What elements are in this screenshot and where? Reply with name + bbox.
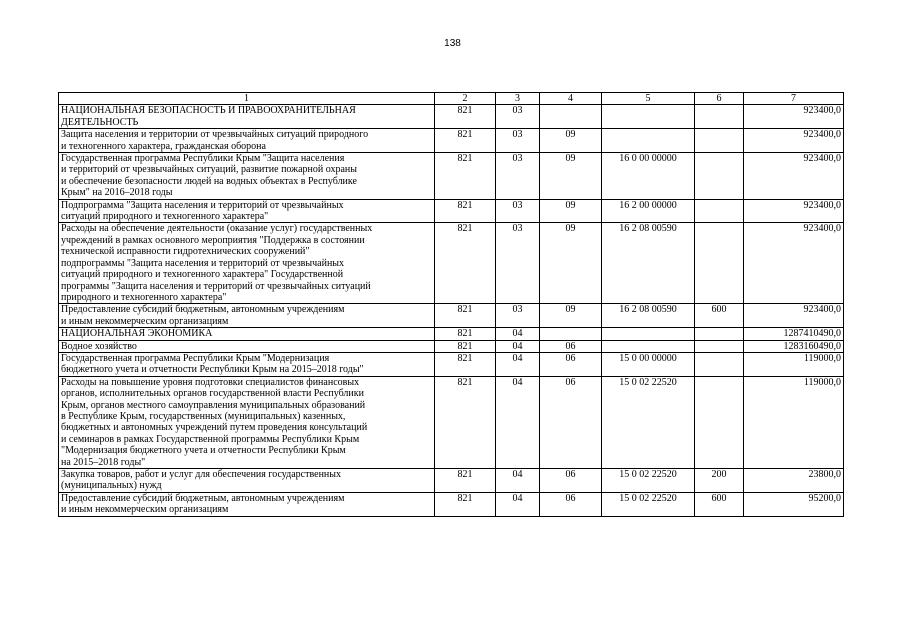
target-article-code bbox=[602, 105, 695, 129]
column-header: 3 bbox=[496, 93, 540, 105]
row-description: Государственная программа Республики Крым "Модернизация бюджетного учета и отчетности Республики Крым на 2015–2018 годы" bbox=[59, 352, 435, 376]
expense-type-code bbox=[695, 223, 744, 304]
subsection-code: 09 bbox=[540, 304, 602, 328]
row-description: Подпрограмма "Защита населения и территорий от чрезвычайных ситуаций природного и техногенного характера" bbox=[59, 199, 435, 223]
table-row bbox=[59, 340, 844, 352]
target-article-code: 16 2 08 00590 bbox=[602, 304, 695, 328]
table-row bbox=[59, 105, 844, 129]
target-article-code: 16 2 00 00000 bbox=[602, 199, 695, 223]
row-description: Государственная программа Республики Крым "Защита населения и территорий от чрезвычайных ситуаций, развитие пожарной охраны и обеспечение безопасности людей на водных объектах в Республике Крым" на 2016–2018 годы bbox=[59, 153, 435, 200]
section-code: 821 bbox=[435, 340, 496, 352]
target-article-code: 16 2 08 00590 bbox=[602, 223, 695, 304]
row-description: Защита населения и территории от чрезвычайных ситуаций природного и техногенного характера, гражданская оборона bbox=[59, 129, 435, 153]
column-header: 2 bbox=[435, 93, 496, 105]
section-code: 821 bbox=[435, 105, 496, 129]
expense-type-code bbox=[695, 352, 744, 376]
table-row bbox=[59, 223, 844, 304]
table-row bbox=[59, 376, 844, 468]
row-description: Расходы на повышение уровня подготовки специалистов финансовых органов, исполнительных органов государственной власти Республики Крым, органов местного самоуправления муниципальных образований в Республике Крым, государственных (муниципальных) казенных, бюджетных и автономных учреждений путем проведения консультаций и семинаров в рамках Государственной программы Республики Крым "Модернизация бюджетного учета и отчетности Республики Крым на 2015–2018 годы" bbox=[59, 376, 435, 468]
subsection-code: 06 bbox=[540, 492, 602, 516]
target-article-code bbox=[602, 340, 695, 352]
expense-type-code bbox=[695, 105, 744, 129]
expense-type-code: 600 bbox=[695, 492, 744, 516]
section-code: 821 bbox=[435, 223, 496, 304]
subsection-code: 06 bbox=[540, 376, 602, 468]
subsection-code: 09 bbox=[540, 223, 602, 304]
chapter-code: 03 bbox=[496, 153, 540, 200]
column-header: 1 bbox=[59, 93, 435, 105]
chapter-code: 03 bbox=[496, 304, 540, 328]
column-header: 5 bbox=[602, 93, 695, 105]
expense-type-code bbox=[695, 376, 744, 468]
section-code: 821 bbox=[435, 304, 496, 328]
table-row bbox=[59, 352, 844, 376]
target-article-code: 15 0 00 00000 bbox=[602, 352, 695, 376]
expense-type-code: 200 bbox=[695, 469, 744, 493]
target-article-code: 15 0 02 22520 bbox=[602, 492, 695, 516]
subsection-code: 06 bbox=[540, 469, 602, 493]
subsection-code: 06 bbox=[540, 352, 602, 376]
expense-type-code bbox=[695, 328, 744, 340]
row-description: НАЦИОНАЛЬНАЯ БЕЗОПАСНОСТЬ И ПРАВООХРАНИТЕЛЬНАЯ ДЕЯТЕЛЬНОСТЬ bbox=[59, 105, 435, 129]
amount-cell: 923400,0 bbox=[744, 153, 844, 200]
chapter-code: 04 bbox=[496, 352, 540, 376]
amount-cell: 119000,0 bbox=[744, 352, 844, 376]
amount-cell: 923400,0 bbox=[744, 199, 844, 223]
subsection-code: 09 bbox=[540, 199, 602, 223]
table-row bbox=[59, 469, 844, 493]
section-code: 821 bbox=[435, 492, 496, 516]
chapter-code: 04 bbox=[496, 492, 540, 516]
row-description: Предоставление субсидий бюджетным, автономным учреждениям и иным некоммерческим организациям bbox=[59, 492, 435, 516]
amount-cell: 95200,0 bbox=[744, 492, 844, 516]
row-description: Расходы на обеспечение деятельности (оказание услуг) государственных учреждений в рамках основного мероприятия "Поддержка в состоянии технической исправности гидротехнических сооружений" подпрограммы "Защита населения и территорий от чрезвычайных ситуаций природного и техногенного характера" Государственной программы "Защита населения и территорий от чрезвычайных ситуаций природного и техногенного характера" bbox=[59, 223, 435, 304]
section-code: 821 bbox=[435, 376, 496, 468]
page-number: 138 bbox=[444, 38, 461, 49]
table-row bbox=[59, 153, 844, 200]
column-header: 6 bbox=[695, 93, 744, 105]
expense-type-code bbox=[695, 199, 744, 223]
chapter-code: 03 bbox=[496, 223, 540, 304]
subsection-code: 09 bbox=[540, 153, 602, 200]
subsection-code bbox=[540, 328, 602, 340]
target-article-code: 15 0 02 22520 bbox=[602, 376, 695, 468]
amount-cell: 23800,0 bbox=[744, 469, 844, 493]
section-code: 821 bbox=[435, 153, 496, 200]
chapter-code: 04 bbox=[496, 376, 540, 468]
section-code: 821 bbox=[435, 469, 496, 493]
target-article-code bbox=[602, 129, 695, 153]
table-row bbox=[59, 304, 844, 328]
table-row bbox=[59, 199, 844, 223]
chapter-code: 03 bbox=[496, 105, 540, 129]
expense-type-code: 600 bbox=[695, 304, 744, 328]
column-header: 7 bbox=[744, 93, 844, 105]
row-description: Водное хозяйство bbox=[59, 340, 435, 352]
header-row bbox=[59, 93, 844, 105]
chapter-code: 03 bbox=[496, 199, 540, 223]
budget-table bbox=[58, 92, 844, 517]
amount-cell: 1283160490,0 bbox=[744, 340, 844, 352]
section-code: 821 bbox=[435, 129, 496, 153]
table-row bbox=[59, 492, 844, 516]
amount-cell: 923400,0 bbox=[744, 304, 844, 328]
table-row bbox=[59, 129, 844, 153]
chapter-code: 03 bbox=[496, 129, 540, 153]
chapter-code: 04 bbox=[496, 340, 540, 352]
row-description: НАЦИОНАЛЬНАЯ ЭКОНОМИКА bbox=[59, 328, 435, 340]
amount-cell: 923400,0 bbox=[744, 223, 844, 304]
row-description: Предоставление субсидий бюджетным, автономным учреждениям и иным некоммерческим организациям bbox=[59, 304, 435, 328]
target-article-code: 16 0 00 00000 bbox=[602, 153, 695, 200]
amount-cell: 923400,0 bbox=[744, 105, 844, 129]
subsection-code bbox=[540, 105, 602, 129]
expense-type-code bbox=[695, 340, 744, 352]
expense-type-code bbox=[695, 153, 744, 200]
chapter-code: 04 bbox=[496, 328, 540, 340]
target-article-code bbox=[602, 328, 695, 340]
section-code: 821 bbox=[435, 199, 496, 223]
table-row bbox=[59, 328, 844, 340]
section-code: 821 bbox=[435, 352, 496, 376]
amount-cell: 923400,0 bbox=[744, 129, 844, 153]
section-code: 821 bbox=[435, 328, 496, 340]
column-header: 4 bbox=[540, 93, 602, 105]
row-description: Закупка товаров, работ и услуг для обеспечения государственных (муниципальных) нужд bbox=[59, 469, 435, 493]
amount-cell: 119000,0 bbox=[744, 376, 844, 468]
expense-type-code bbox=[695, 129, 744, 153]
chapter-code: 04 bbox=[496, 469, 540, 493]
amount-cell: 1287410490,0 bbox=[744, 328, 844, 340]
target-article-code: 15 0 02 22520 bbox=[602, 469, 695, 493]
subsection-code: 09 bbox=[540, 129, 602, 153]
subsection-code: 06 bbox=[540, 340, 602, 352]
